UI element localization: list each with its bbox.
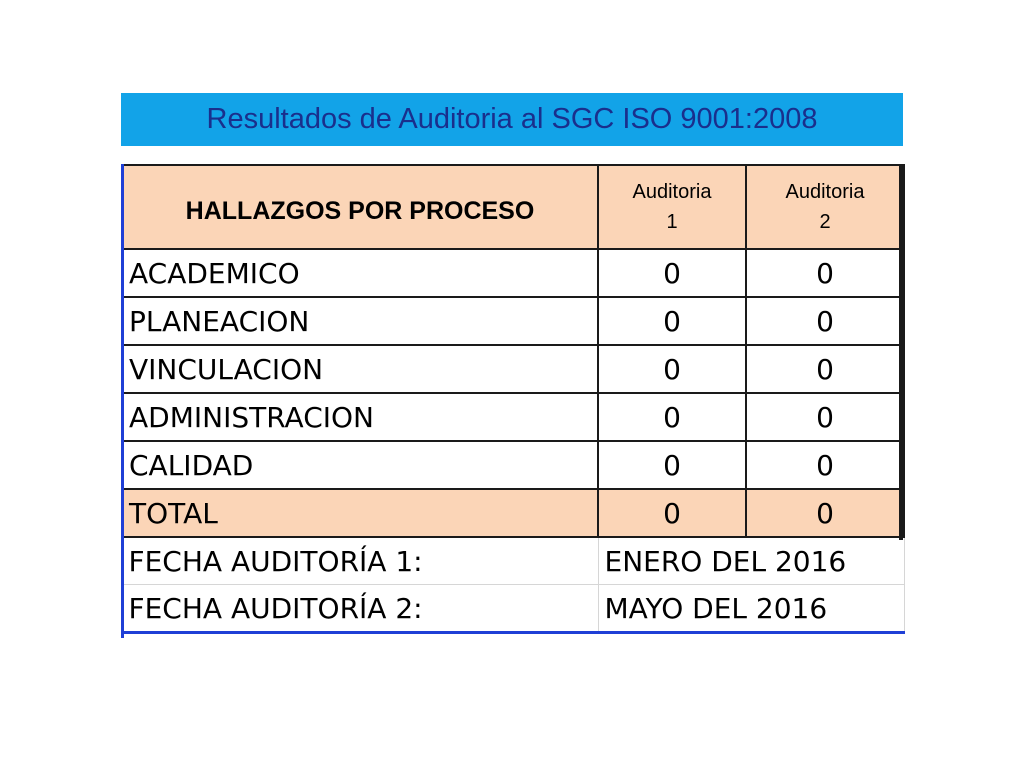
table-header-row xyxy=(122,165,904,249)
auditoria-1-value: 0 xyxy=(598,297,746,345)
table-row xyxy=(122,297,904,345)
table-row xyxy=(122,393,904,441)
process-name: PLANEACION xyxy=(122,297,598,345)
header-auditoria-1 xyxy=(598,165,746,249)
table-row xyxy=(122,441,904,489)
report-title: Resultados de Auditoria al SGC ISO 9001:2008 xyxy=(121,93,903,146)
date-value: ENERO DEL 2016 xyxy=(598,537,904,585)
auditoria-1-value: 0 xyxy=(598,249,746,297)
process-name: VINCULACION xyxy=(122,345,598,393)
total-label: TOTAL xyxy=(122,489,598,537)
header-auditoria-2-label: Auditoria xyxy=(785,181,865,203)
auditoria-2-value: 0 xyxy=(746,441,904,489)
process-name: CALIDAD xyxy=(122,441,598,489)
date-row-1 xyxy=(122,537,904,585)
date-row-2 xyxy=(122,585,904,633)
table-row xyxy=(122,345,904,393)
table-row xyxy=(122,249,904,297)
left-border-accent xyxy=(121,164,124,638)
date-label: FECHA AUDITORÍA 1: xyxy=(122,537,598,585)
audit-results-table xyxy=(121,164,903,634)
header-hallazgos: HALLAZGOS POR PROCESO xyxy=(122,165,598,249)
process-name: ACADEMICO xyxy=(122,249,598,297)
auditoria-1-value: 0 xyxy=(598,441,746,489)
total-row xyxy=(122,489,904,537)
header-auditoria-1-label: Auditoria xyxy=(632,181,712,203)
process-name: ADMINISTRACION xyxy=(122,393,598,441)
auditoria-2-value: 0 xyxy=(746,345,904,393)
date-label: FECHA AUDITORÍA 2: xyxy=(122,585,598,633)
auditoria-2-value: 0 xyxy=(746,297,904,345)
header-auditoria-2 xyxy=(746,165,904,249)
right-border-shadow xyxy=(899,166,903,540)
auditoria-1-value: 0 xyxy=(598,345,746,393)
date-value: MAYO DEL 2016 xyxy=(598,585,904,633)
auditoria-2-value: 0 xyxy=(746,249,904,297)
auditoria-1-value: 0 xyxy=(598,393,746,441)
total-auditoria-1: 0 xyxy=(598,489,746,537)
total-auditoria-2: 0 xyxy=(746,489,904,537)
auditoria-2-value: 0 xyxy=(746,393,904,441)
header-auditoria-2-number: 2 xyxy=(819,211,831,233)
header-auditoria-1-number: 1 xyxy=(666,211,678,233)
